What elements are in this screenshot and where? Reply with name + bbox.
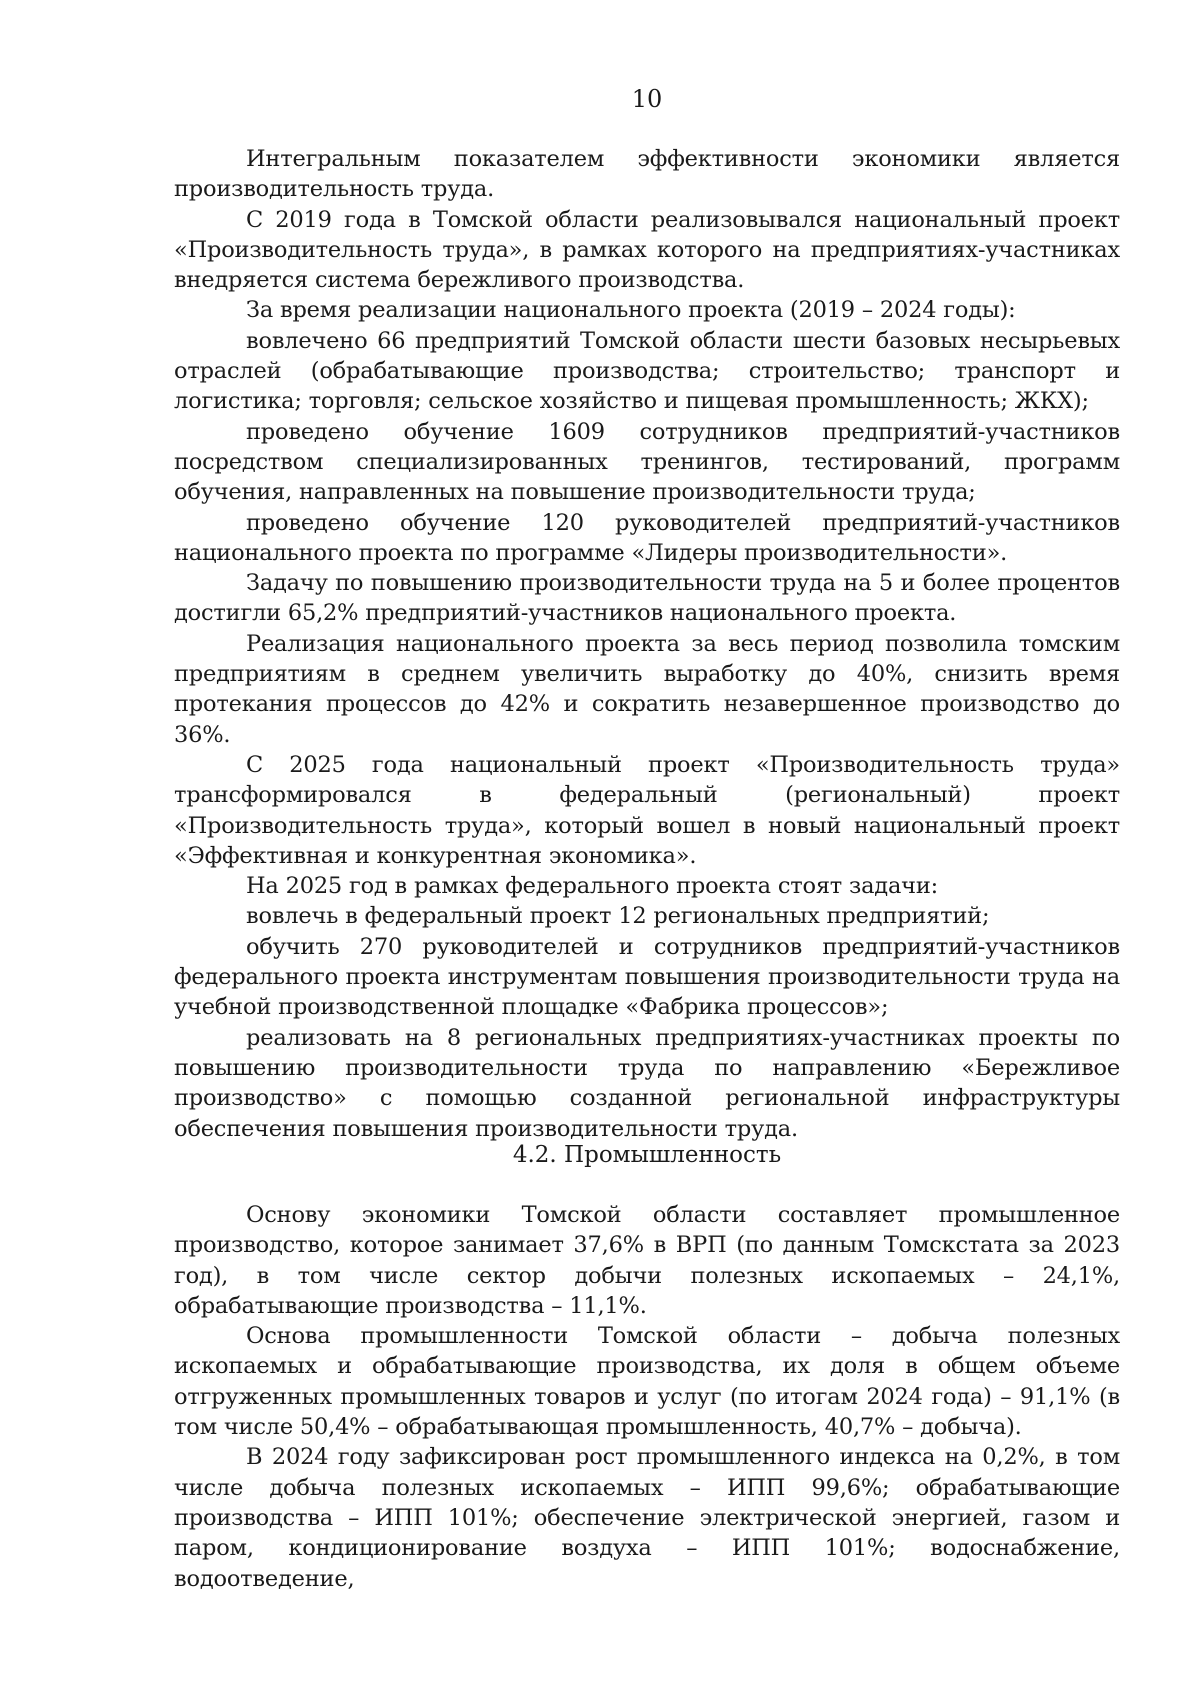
paragraph: Основу экономики Томской области составляет промышленное производство, которое занимает 37,6% в ВРП (по данным Томскстата за 2023 год), в том числе сектор добычи полезных ископаемых – 24,1%, обрабатывающие производства – 11,1%.: [174, 1202, 1120, 1319]
page-number: 10: [631, 85, 663, 113]
paragraph: Задачу по повышению производительности труда на 5 и более процентов достигли 65,2% предприятий-участников национального проекта.: [174, 570, 1120, 627]
paragraph: Реализация национального проекта за весь период позволила томским предприятиям в среднем увеличить выработку до 40%, снизить время протекания процессов до 42% и сократить незавершенное производство до 36%.: [174, 630, 1120, 748]
paragraph: вовлечено 66 предприятий Томской области шести базовых несырьевых отраслей (обрабатывающие производства; строительство; транспорт и логистика; торговля; сельское хозяйство и пищевая промышленность; ЖКХ);: [174, 327, 1120, 415]
section-industry: [174, 1200, 1120, 1594]
paragraph: На 2025 год в рамках федерального проекта стоят задачи:: [246, 873, 939, 900]
paragraph: За время реализации национального проекта (2019 – 2024 годы):: [246, 297, 1016, 324]
paragraph: Интегральным показателем эффективности экономики является производительность труда.: [174, 146, 1120, 203]
paragraph: проведено обучение 120 руководителей предприятий-участников национального проекта по программе «Лидеры производительности».: [174, 509, 1120, 566]
paragraph: В 2024 году зафиксирован рост промышленного индекса на 0,2%, в том числе добыча полезных ископаемых – ИПП 99,6%; обрабатывающие производства – ИПП 101%; обеспечение электрической энергией, газом и паром, кондиционирование воздуха – ИПП 101%; водоснабжение, водоотведение,: [174, 1444, 1120, 1592]
paragraph: Основа промышленности Томской области – добыча полезных ископаемых и обрабатывающие производства, их доля в общем объеме отгруженных промышленных товаров и услуг (по итогам 2024 года) – 91,1% (в том числе 50,4% – обрабатывающая промышленность, 40,7% – добыча).: [174, 1323, 1120, 1441]
paragraph: реализовать на 8 региональных предприятиях-участниках проекты по повышению производительности труда по направлению «Бережливое производство» с помощью созданной региональной инфраструктуры обеспечения повышения производительности труда.: [174, 1024, 1120, 1142]
paragraph: обучить 270 руководителей и сотрудников предприятий-участников федерального проекта инструментам повышения производительности труда на учебной производственной площадке «Фабрика процессов»;: [174, 933, 1120, 1021]
section-productivity: [174, 144, 1120, 1144]
paragraph: проведено обучение 1609 сотрудников предприятий-участников посредством специализированных тренингов, тестирований, программ обучения, направленных на повышение производительности труда;: [174, 418, 1120, 506]
section-heading: 4.2. Промышленность: [512, 1142, 782, 1168]
paragraph: С 2019 года в Томской области реализовывался национальный проект «Производительность труда», в рамках которого на предприятиях-участниках внедряется система бережливого производства.: [174, 206, 1120, 294]
paragraph: С 2025 года национальный проект «Производительность труда» трансформировался в федеральный (региональный) проект «Производительность труда», который вошел в новый национальный проект «Эффективная и конкурентная экономика».: [174, 751, 1120, 869]
paragraph: вовлечь в федеральный проект 12 региональных предприятий;: [246, 903, 990, 930]
